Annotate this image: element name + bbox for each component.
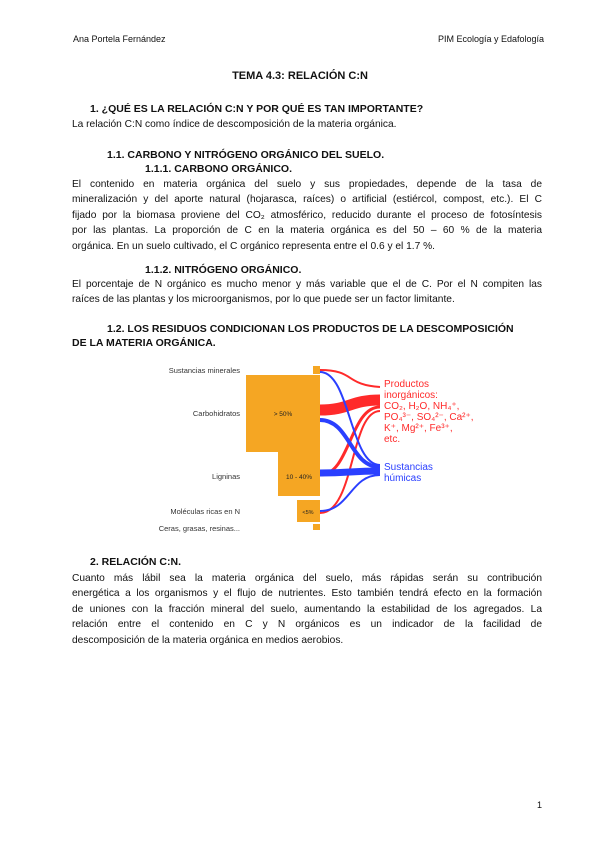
flow-blue-carbohidratos <box>320 420 380 467</box>
value-nitrogen: <5% <box>302 510 314 516</box>
flow-red-minerales <box>320 370 380 387</box>
output-productos-line: inorgánicos: <box>384 390 438 401</box>
page-number: 1 <box>536 800 542 810</box>
label-ceras: Ceras, grasas, resinas... <box>158 524 240 533</box>
text-line: relación entre el contenido en C y N orgánicos es un indicador de la facilidad de <box>72 619 542 631</box>
section-1-1-1-heading: 1.1.1. CARBONO ORGÁNICO. <box>145 163 293 175</box>
text-line: Cuanto más lábil sea la materia orgánica del suelo, más rápidas serán su contribución <box>72 573 542 584</box>
text-line: El contenido en materia orgánica del suelo y sus propiedades, depende de la tasa de <box>72 179 542 190</box>
text-line: de uniones con la fracción mineral del suelo, aumentando la estabilidad de los agregados. La <box>72 603 542 615</box>
header-author: Ana Portela Fernández <box>73 34 166 44</box>
output-productos-line: K⁺, Mg²⁺, Fe³⁺, <box>384 423 453 434</box>
output-productos-line: Productos <box>384 379 430 390</box>
output-productos-line: CO₂, H₂O, NH₄⁺, <box>384 401 460 412</box>
label-carbohidratos: Carbohidratos <box>192 409 240 418</box>
output-productos-line: etc. <box>384 434 401 445</box>
page-title: TEMA 4.3: RELACIÓN C:N <box>232 70 368 82</box>
label-minerales: Sustancias minerales <box>168 366 240 375</box>
label-nitrogen: Moléculas ricas en N <box>170 507 240 516</box>
box-ceras <box>313 524 320 530</box>
decomposition-diagram <box>0 355 600 540</box>
text-line: mineralización y del aporte natural (hojarasca, raíces) o artificial (estiércol, compost, etc.). El C <box>72 194 542 206</box>
output-productos <box>384 379 474 445</box>
nitrogen-paragraph <box>72 277 542 308</box>
flow-blue-ligninas <box>320 471 380 473</box>
text-line: La relación C:N como índice de descomposición de la materia orgánica. <box>72 119 397 130</box>
text-line: energética a los organismos y el flujo de nutrientes. Esto también tendrá efecto en la formación <box>72 588 542 600</box>
value-ligninas: 10 - 40% <box>285 474 313 481</box>
label-ligninas: Ligninas <box>212 472 240 481</box>
text-line: por las plantas. La proporción de C en la materia orgánica es del 50 – 60 % de la materia <box>72 225 542 237</box>
section-1-2-heading-line2: DE LA MATERIA ORGÁNICA. <box>72 337 216 349</box>
text-line: raíces de las plantas y los microorganismos, por lo que puede ser un factor limitante. <box>72 294 455 306</box>
text-line: El porcentaje de N orgánico es mucho menor y más variable que el de C. Por el N compiten las <box>72 279 542 290</box>
carbon-paragraph <box>72 177 542 254</box>
text-line: descomposición de la materia orgánica en medios aerobios. <box>72 634 344 646</box>
section-1-heading: 1. ¿QUÉ ES LA RELACIÓN C:N Y POR QUÉ ES TAN IMPORTANTE? <box>90 103 424 115</box>
text-line: orgánica. En un suelo cultivado, el C orgánico representa entre el 0.6 y el 1.7 %. <box>72 240 436 252</box>
section-1-1-heading: 1.1. CARBONO Y NITRÓGENO ORGÁNICO DEL SUELO. <box>107 149 385 161</box>
flow-blue-nitrogen <box>320 475 380 511</box>
box-minerales <box>313 366 320 374</box>
section-2-paragraph <box>72 571 542 648</box>
section-1-1-2-heading: 1.1.2. NITRÓGENO ORGÁNICO. <box>145 264 302 276</box>
text-line: fijado por la biomasa proviene del CO₂ atmosférico, reducido durante el proceso de fotosíntesis <box>72 209 542 221</box>
value-carbohidratos: > 50% <box>273 411 293 418</box>
section-1-2-heading-line1: 1.2. LOS RESIDUOS CONDICIONAN LOS PRODUCTOS DE LA DESCOMPOSICIÓN <box>107 323 514 335</box>
section-2-heading: 2. RELACIÓN C:N. <box>90 556 182 568</box>
flows-blue <box>320 372 380 511</box>
output-productos-line: PO₄³⁻, SO₄²⁻, Ca²⁺, <box>384 412 474 423</box>
section-1-text <box>72 117 542 132</box>
output-humicas-line: Sustancias <box>384 462 433 473</box>
output-humicas <box>384 462 433 484</box>
output-humicas-line: húmicas <box>384 473 422 484</box>
header-course: PIM Ecología y Edafología <box>437 34 544 44</box>
